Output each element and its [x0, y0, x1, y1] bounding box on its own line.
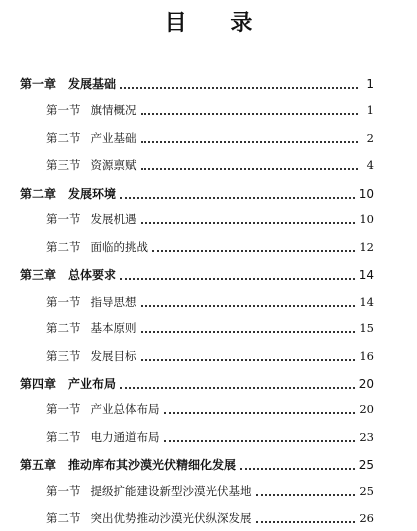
- toc-entry-label: [46, 401, 160, 417]
- section-number: 第一节: [46, 402, 81, 416]
- page-number: 4: [366, 158, 374, 172]
- dot-leader: [256, 493, 356, 496]
- dot-leader: [141, 304, 356, 307]
- chapter-number: 第四章: [20, 377, 57, 391]
- section-number: 第一节: [46, 295, 81, 309]
- toc-entry-label: [46, 320, 137, 336]
- section-number: 第一节: [46, 484, 81, 498]
- page-number: 1: [366, 103, 374, 117]
- dot-leader: [141, 358, 356, 361]
- dot-leader: [141, 167, 359, 170]
- toc-chapter-entry[interactable]: [20, 456, 374, 473]
- toc-chapter-entry[interactable]: [20, 375, 374, 392]
- toc-entry-label: [46, 483, 252, 499]
- toc-entry-label: [20, 456, 236, 473]
- section-title: 提级扩能建设新型沙漠光伏基地: [90, 484, 252, 498]
- section-number: 第二节: [46, 240, 81, 254]
- dot-leader: [120, 386, 355, 389]
- dot-leader: [256, 520, 356, 523]
- page-number: 20: [358, 377, 374, 391]
- dot-leader: [164, 411, 356, 414]
- toc-section-entry[interactable]: [46, 294, 374, 310]
- chapter-title: 总体要求: [68, 268, 117, 282]
- toc-section-entry[interactable]: [46, 157, 374, 173]
- page-number: 1: [366, 77, 374, 91]
- toc-section-entry[interactable]: [46, 483, 374, 499]
- chapter-number: 第五章: [20, 458, 57, 472]
- dot-leader: [240, 467, 355, 470]
- section-number: 第三节: [46, 158, 81, 172]
- dot-leader: [120, 196, 355, 199]
- section-number: 第一节: [46, 212, 81, 226]
- dot-leader: [152, 249, 355, 252]
- dot-leader: [141, 221, 356, 224]
- toc-section-entry[interactable]: [46, 239, 374, 255]
- chapter-title: 发展环境: [68, 187, 117, 201]
- page-number: 25: [358, 458, 374, 472]
- section-number: 第二节: [46, 511, 81, 525]
- toc-section-entry[interactable]: [46, 211, 374, 227]
- toc-section-entry[interactable]: [46, 320, 374, 336]
- section-number: 第一节: [46, 103, 81, 117]
- section-title: 发展机遇: [90, 212, 137, 226]
- section-number: 第三节: [46, 349, 81, 363]
- section-title: 资源禀赋: [90, 158, 137, 172]
- section-title: 产业总体布局: [90, 402, 160, 416]
- section-title: 基本原则: [90, 321, 137, 335]
- page-number: 26: [359, 511, 374, 525]
- toc-entry-label: [46, 130, 137, 146]
- toc-entry-label: [20, 266, 116, 283]
- dot-leader: [120, 277, 355, 280]
- page-number: 14: [358, 268, 374, 282]
- page-number: 12: [359, 240, 374, 254]
- toc-section-entry[interactable]: [46, 130, 374, 146]
- toc-entry-label: [46, 102, 137, 118]
- toc-chapter-entry[interactable]: [20, 266, 374, 283]
- section-number: 第二节: [46, 131, 81, 145]
- toc-chapter-entry[interactable]: [20, 185, 374, 202]
- section-title: 突出优势推动沙漠光伏纵深发展: [90, 511, 252, 525]
- section-number: 第二节: [46, 430, 81, 444]
- toc-entry-label: [46, 294, 137, 310]
- dot-leader: [164, 439, 356, 442]
- dot-leader: [141, 112, 359, 115]
- chapter-number: 第三章: [20, 268, 57, 282]
- page-number: 25: [359, 484, 374, 498]
- dot-leader: [141, 330, 356, 333]
- toc-entry-label: [46, 429, 160, 445]
- section-title: 电力通道布局: [90, 430, 160, 444]
- chapter-title: 发展基础: [68, 77, 117, 91]
- toc-section-entry[interactable]: [46, 401, 374, 417]
- toc-entry-label: [46, 239, 148, 255]
- toc-section-entry[interactable]: [46, 102, 374, 118]
- chapter-number: 第一章: [20, 77, 57, 91]
- dot-leader: [120, 86, 358, 89]
- toc-entry-label: [46, 510, 252, 526]
- toc-section-entry[interactable]: [46, 429, 374, 445]
- page-title: 目 录: [164, 10, 271, 36]
- toc-entry-label: [20, 75, 116, 92]
- section-title: 面临的挑战: [90, 240, 148, 254]
- toc-section-entry[interactable]: [46, 348, 374, 364]
- section-title: 发展目标: [90, 349, 137, 363]
- page-number: 10: [359, 212, 374, 226]
- toc-entry-label: [46, 211, 137, 227]
- page-number: 16: [359, 349, 374, 363]
- section-title: 指导思想: [90, 295, 137, 309]
- page-number: 10: [358, 187, 374, 201]
- page-number: 23: [359, 430, 374, 444]
- toc-entry-label: [20, 375, 116, 392]
- section-title: 产业基础: [90, 131, 137, 145]
- toc-chapter-entry[interactable]: [20, 75, 374, 92]
- section-number: 第二节: [46, 321, 81, 335]
- page-number: 2: [366, 131, 374, 145]
- section-title: 旗情概况: [90, 103, 137, 117]
- chapter-title: 推动库布其沙漠光伏精细化发展: [68, 458, 237, 472]
- toc-section-entry[interactable]: [46, 510, 374, 526]
- toc-entry-label: [46, 157, 137, 173]
- page-number: 14: [359, 295, 374, 309]
- toc-entry-label: [46, 348, 137, 364]
- chapter-number: 第二章: [20, 187, 57, 201]
- page-number: 15: [359, 321, 374, 335]
- page-number: 20: [359, 402, 374, 416]
- toc-entry-label: [20, 185, 116, 202]
- dot-leader: [141, 140, 359, 143]
- chapter-title: 产业布局: [68, 377, 117, 391]
